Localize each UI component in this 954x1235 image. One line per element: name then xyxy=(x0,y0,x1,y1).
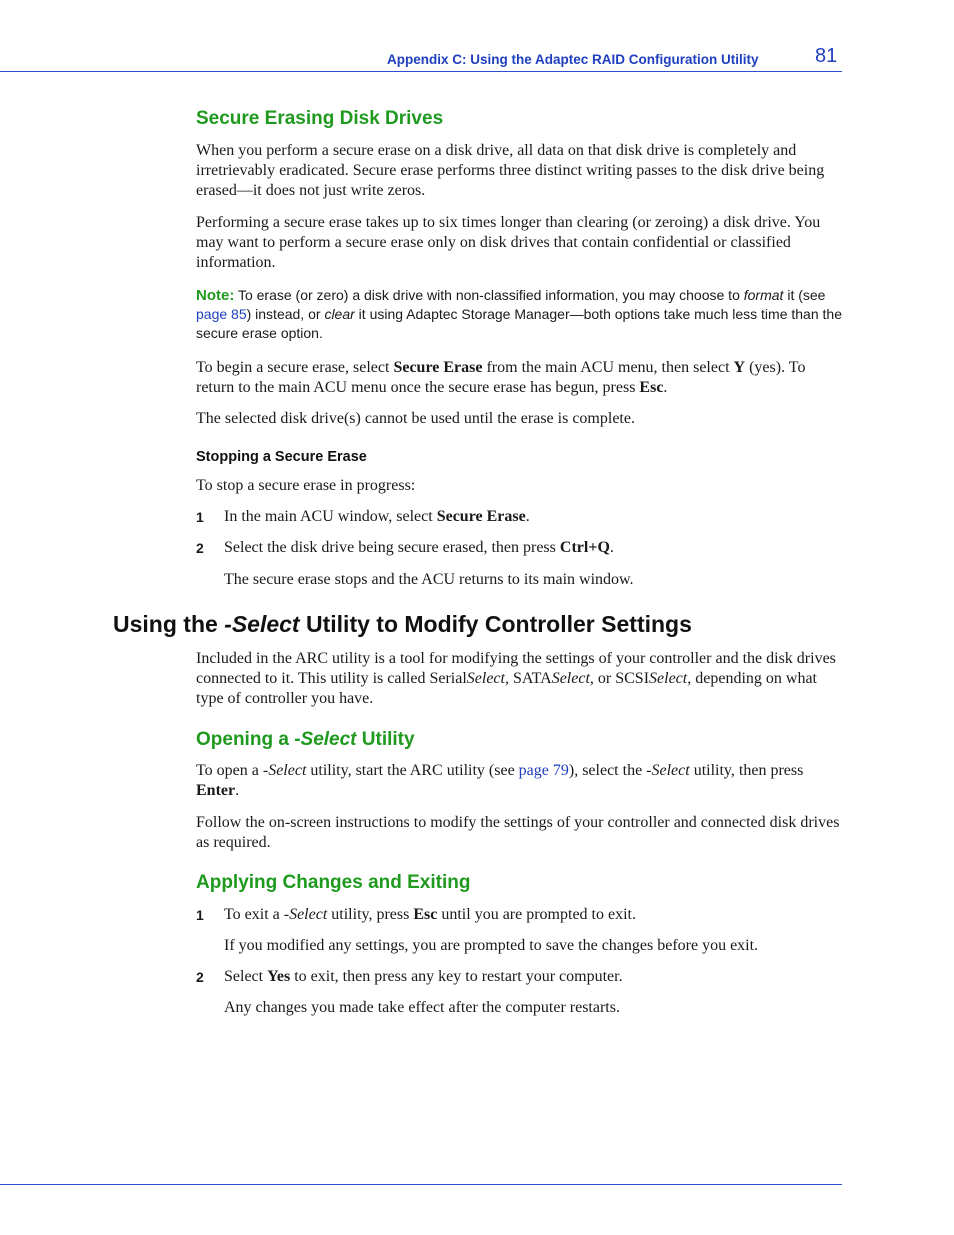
paragraph-begin-secure-erase: To begin a secure erase, select Secure Erase from the main ACU menu, then select Y (yes). To return to the main ACU menu once the secure erase has begun, press Esc. xyxy=(196,359,806,396)
paragraph-open-select-utility: To open a -Select utility, start the ARC utility (see page 79), select the -Select utility, then press Enter. xyxy=(196,762,804,799)
header-rule xyxy=(0,71,842,72)
paragraph-drive-unavailable: The selected disk drive(s) cannot be used until the erase is complete. xyxy=(196,410,635,427)
step-changes-take-effect: Any changes you made take effect after the computer restarts. xyxy=(224,999,620,1016)
paragraph-stop-intro: To stop a secure erase in progress: xyxy=(196,477,416,494)
running-header-title: Appendix C: Using the Adaptec RAID Configuration Utility xyxy=(387,52,759,67)
note-label: Note: xyxy=(196,287,235,304)
step-select-secure-erase: In the main ACU window, select Secure Erase. xyxy=(224,508,530,525)
step-press-ctrl-q: Select the disk drive being secure erased, then press Ctrl+Q. xyxy=(224,539,614,556)
paragraph-select-utility-intro: Included in the ARC utility is a tool for modifying the settings of your controller and the disk drives connected to it. This utility is called SerialSelect, SATASelect, or SCSISelect, depending on what type of controller you have. xyxy=(196,650,836,707)
note-block: Note: To erase (or zero) a disk drive with non-classified information, you may choose to format it (see page 85) instead, or clear it using Adaptec Storage Manager—both options take much less time than the secure erase option. xyxy=(196,287,842,341)
step-result: The secure erase stops and the ACU returns to its main window. xyxy=(224,571,634,588)
paragraph-secure-erase-intro: When you perform a secure erase on a disk drive, all data on that disk drive is completely and irretrievably eradicated. Secure erase performs three distinct writing passes to the disk drive being erased—it does not just write zeros. xyxy=(196,142,825,199)
footer-rule xyxy=(0,1184,842,1185)
step-number: 2 xyxy=(196,540,204,556)
heading-stopping-secure-erase: Stopping a Secure Erase xyxy=(196,449,367,465)
step-exit-utility: To exit a -Select utility, press Esc until you are prompted to exit. xyxy=(224,906,636,923)
link-page-85[interactable]: page 85 xyxy=(196,306,247,322)
step-select-yes: Select Yes to exit, then press any key to restart your computer. xyxy=(224,968,623,985)
heading-select-utility-modify-settings: Using the -Select Utility to Modify Controller Settings xyxy=(113,611,692,637)
heading-secure-erasing: Secure Erasing Disk Drives xyxy=(196,108,444,129)
paragraph-on-screen-instructions: Follow the on-screen instructions to modify the settings of your controller and connected disk drives as required. xyxy=(196,814,840,851)
step-number: 1 xyxy=(196,907,204,923)
step-save-prompt: If you modified any settings, you are prompted to save the changes before you exit. xyxy=(224,937,759,954)
heading-opening-select-utility: Opening a -Select Utility xyxy=(196,729,415,750)
paragraph-secure-erase-duration: Performing a secure erase takes up to six times longer than clearing (or zeroing) a disk drive. You may want to perform a secure erase only on disk drives that contain confidential or classified information. xyxy=(196,214,821,271)
link-page-79[interactable]: page 79 xyxy=(518,762,569,779)
step-number: 2 xyxy=(196,969,204,985)
step-number: 1 xyxy=(196,509,204,525)
page-number: 81 xyxy=(815,45,838,67)
heading-applying-changes: Applying Changes and Exiting xyxy=(196,872,471,893)
